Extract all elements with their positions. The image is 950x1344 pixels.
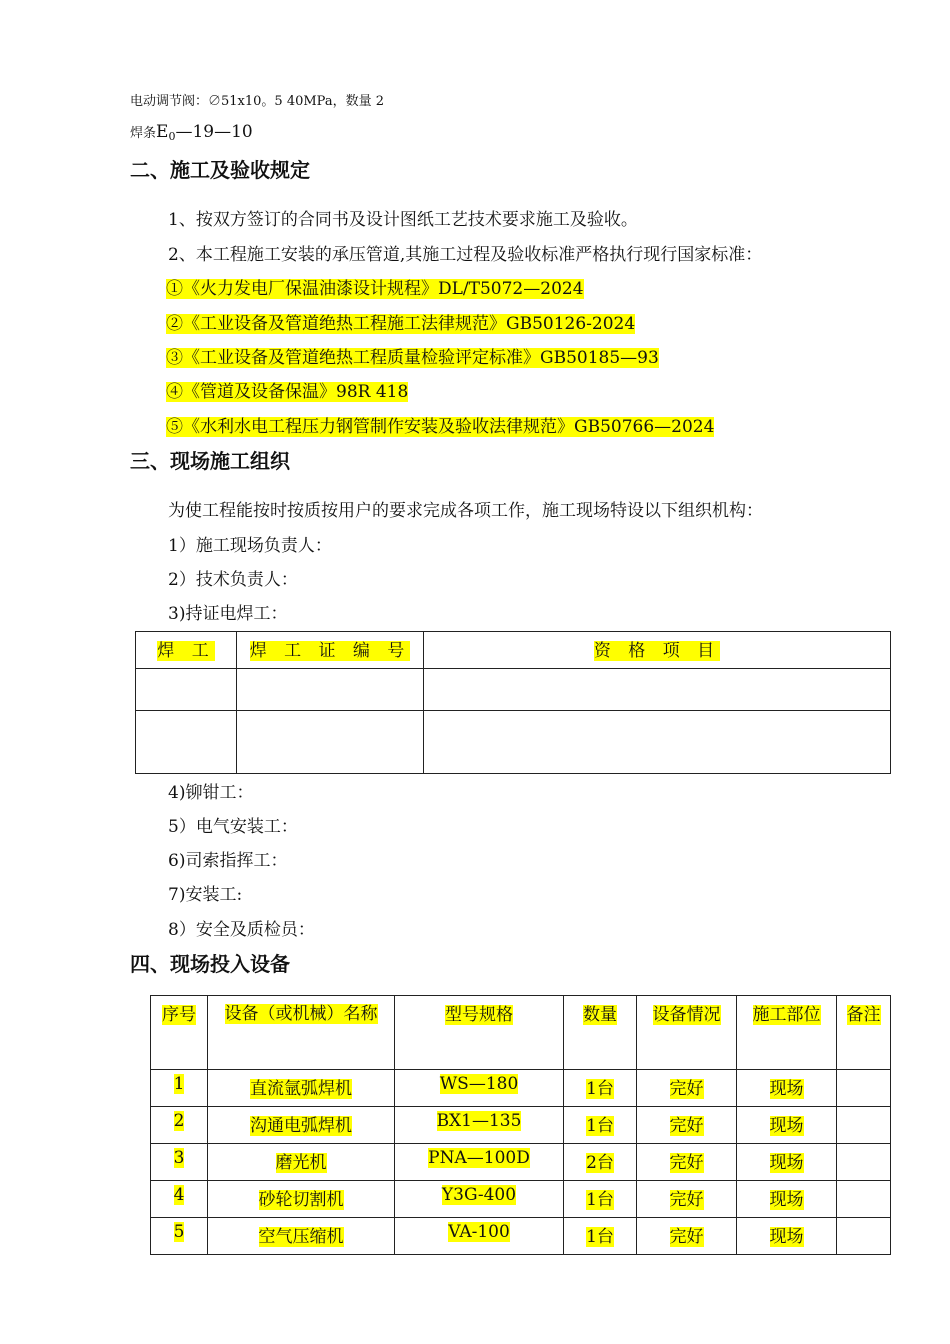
table-row <box>151 1218 891 1255</box>
equipment-table <box>150 995 891 1255</box>
equip-cell-model: VA-100 <box>395 1218 564 1255</box>
section3-item-5: 5）电气安装工： <box>168 817 298 837</box>
standard-5 <box>166 412 714 437</box>
section3-item-2: 2）技术负责人： <box>168 570 298 590</box>
welder-cell <box>424 711 891 774</box>
section3-item-3: 3)持证电焊工： <box>168 604 288 624</box>
equip-cell-location: 现场 <box>737 1144 837 1181</box>
equip-cell-remark <box>837 1107 891 1144</box>
valve-spec-line: 电动调节阀：∅51x10。5 40MPa，数量 2 <box>130 94 384 109</box>
equip-header-name: 设备（或机械）名称 <box>208 996 395 1070</box>
standard-1 <box>166 274 584 299</box>
equip-header-no: 序号 <box>151 996 208 1070</box>
equip-cell-name: 空气压缩机 <box>208 1218 395 1255</box>
equip-cell-condition: 完好 <box>637 1070 737 1107</box>
equip-cell-condition: 完好 <box>637 1144 737 1181</box>
equip-cell-no: 4 <box>151 1181 208 1218</box>
section3-intro: 为使工程能按时按质按用户的要求完成各项工作，施工现场特设以下组织机构： <box>168 501 763 521</box>
equip-cell-location: 现场 <box>737 1107 837 1144</box>
table-row <box>151 1144 891 1181</box>
equip-cell-remark <box>837 1181 891 1218</box>
welder-cell <box>136 669 237 711</box>
equip-cell-name: 沟通电弧焊机 <box>208 1107 395 1144</box>
standard-3 <box>166 343 659 368</box>
table-row <box>136 711 891 774</box>
section2-heading: 二、施工及验收规定 <box>130 158 310 182</box>
section4-heading: 四、现场投入设备 <box>130 952 290 976</box>
section3-item-7: 7)安装工: <box>168 885 243 905</box>
table-row <box>151 1070 891 1107</box>
standard-2-text: ②《工业设备及管道绝热工程施工法律规范》GB50126-2024 <box>166 314 636 334</box>
section3-heading: 三、现场施工组织 <box>130 449 290 473</box>
equip-cell-location: 现场 <box>737 1070 837 1107</box>
equip-header-location: 施工部位 <box>737 996 837 1070</box>
electrode-e: E <box>156 122 169 142</box>
section3-item-6: 6)司索指挥工： <box>168 851 288 871</box>
section3-item-1: 1）施工现场负责人： <box>168 536 332 556</box>
welder-cell <box>237 711 424 774</box>
equip-cell-no: 2 <box>151 1107 208 1144</box>
equip-cell-no: 3 <box>151 1144 208 1181</box>
equip-cell-remark <box>837 1070 891 1107</box>
equipment-table-header <box>151 996 891 1070</box>
equip-cell-model: Y3G-400 <box>395 1181 564 1218</box>
welder-table-header <box>136 632 891 669</box>
welder-cell <box>424 669 891 711</box>
equip-header-qty: 数量 <box>564 996 637 1070</box>
equip-cell-condition: 完好 <box>637 1107 737 1144</box>
welder-header-cert-no: 焊 工 证 编 号 <box>237 632 424 669</box>
standard-2 <box>166 309 635 334</box>
equip-cell-remark <box>837 1144 891 1181</box>
equip-cell-name: 砂轮切割机 <box>208 1181 395 1218</box>
electrode-rest: —19—10 <box>175 122 253 142</box>
welder-table <box>135 631 891 774</box>
standard-3-text: ③《工业设备及管道绝热工程质量检验评定标准》GB50185—93 <box>166 348 659 368</box>
standard-5-text: ⑤《水利水电工程压力钢管制作安装及验收法律规范》GB50766—2024 <box>166 417 715 437</box>
equip-cell-condition: 完好 <box>637 1181 737 1218</box>
standard-1-text: ①《火力发电厂保温油漆设计规程》DL/T5072—2024 <box>166 279 584 299</box>
equip-cell-name: 直流氩弧焊机 <box>208 1070 395 1107</box>
equip-cell-remark <box>837 1218 891 1255</box>
equip-cell-location: 现场 <box>737 1181 837 1218</box>
electrode-prefix: 焊条 <box>130 126 157 141</box>
table-row <box>151 1107 891 1144</box>
section3-item-4: 4)铆钳工： <box>168 783 254 803</box>
welder-cell <box>237 669 424 711</box>
equip-cell-qty: 1台 <box>564 1218 637 1255</box>
electrode-spec-line <box>130 122 253 143</box>
equip-cell-location: 现场 <box>737 1218 837 1255</box>
section2-item-2: 2、本工程施工安装的承压管道,其施工过程及验收标准严格执行现行国家标准： <box>168 245 763 265</box>
equip-cell-qty: 1台 <box>564 1070 637 1107</box>
equip-header-remark: 备注 <box>837 996 891 1070</box>
table-row <box>136 669 891 711</box>
equip-cell-qty: 2台 <box>564 1144 637 1181</box>
welder-header-qualification: 资 格 项 目 <box>424 632 891 669</box>
equip-cell-model: WS—180 <box>395 1070 564 1107</box>
welder-header-welder: 焊 工 <box>136 632 237 669</box>
section3-item-8: 8）安全及质检员： <box>168 920 315 940</box>
welder-cell <box>136 711 237 774</box>
equip-cell-name: 磨光机 <box>208 1144 395 1181</box>
table-row <box>151 1181 891 1218</box>
equip-cell-no: 5 <box>151 1218 208 1255</box>
standard-4 <box>166 377 408 402</box>
equip-cell-condition: 完好 <box>637 1218 737 1255</box>
equip-cell-model: BX1—135 <box>395 1107 564 1144</box>
standard-4-text: ④《管道及设备保温》98R 418 <box>166 382 409 402</box>
equip-cell-qty: 1台 <box>564 1181 637 1218</box>
equip-cell-no: 1 <box>151 1070 208 1107</box>
equip-header-condition: 设备情况 <box>637 996 737 1070</box>
equip-cell-qty: 1台 <box>564 1107 637 1144</box>
section2-item-1: 1、按双方签订的合同书及设计图纸工艺技术要求施工及验收。 <box>168 210 638 230</box>
equip-header-model: 型号规格 <box>395 996 564 1070</box>
electrode-subscript: 0 <box>168 130 176 143</box>
equip-cell-model: PNA—100D <box>395 1144 564 1181</box>
